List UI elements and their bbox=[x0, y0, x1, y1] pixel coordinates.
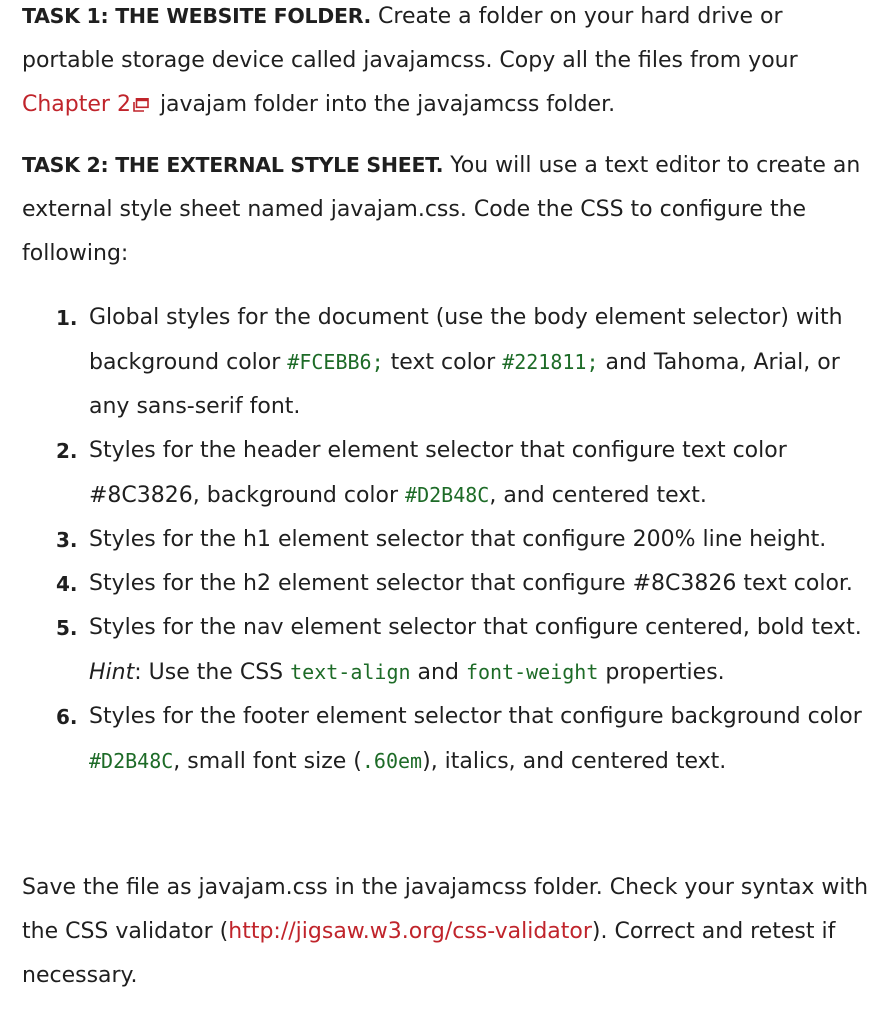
task2-heading: TASK 2: THE EXTERNAL STYLE SHEET. bbox=[22, 153, 444, 177]
step-text: Styles for the header element selector that configure text color #8C3826, background color bbox=[89, 438, 787, 508]
save-text: Save the file as javajam.css in the javajamcss folder. Check your syntax with the CSS validator ( bbox=[22, 875, 869, 944]
code-text: #FCEBB6; bbox=[287, 350, 384, 374]
task2-paragraph bbox=[22, 143, 872, 276]
task1-heading: TASK 1: THE WEBSITE FOLDER. bbox=[22, 4, 372, 28]
code-text: #D2B48C bbox=[89, 749, 174, 773]
save-paragraph bbox=[22, 866, 872, 998]
task1-text: Create a folder on your hard drive or portable storage device called javajamcss. Copy all the files from your bbox=[22, 4, 798, 73]
code-text: #221811; bbox=[502, 350, 599, 374]
code-text: text-align bbox=[290, 660, 411, 684]
hint-label: Hint bbox=[89, 660, 135, 685]
step-text: Global styles for the document (use the body element selector) with background color bbox=[89, 305, 843, 375]
list-number: 2. bbox=[56, 439, 78, 463]
step-text: properties. bbox=[598, 660, 725, 685]
step-text: : Use the CSS bbox=[134, 660, 291, 685]
code-text: font-weight bbox=[465, 660, 599, 684]
step-text: and Tahoma, Arial, or any sans-serif font. bbox=[89, 350, 840, 419]
step-text: Styles for the h2 element selector that configure #8C3826 text color. bbox=[89, 571, 853, 596]
list-item bbox=[22, 562, 872, 606]
list-number: 6. bbox=[56, 705, 78, 729]
step-text: Styles for the nav element selector that configure centered, bold text. bbox=[89, 615, 862, 640]
task1-paragraph bbox=[22, 0, 872, 127]
step-text: , and centered text. bbox=[489, 483, 707, 508]
step-text: , small font size ( bbox=[173, 749, 362, 774]
step-text: ), italics, and centered text. bbox=[422, 749, 727, 774]
external-window-icon[interactable] bbox=[133, 98, 149, 112]
list-item bbox=[22, 518, 872, 562]
steps-list bbox=[22, 296, 872, 784]
list-number: 1. bbox=[56, 306, 78, 330]
list-number: 5. bbox=[56, 616, 78, 640]
list-number: 3. bbox=[56, 528, 78, 552]
list-item bbox=[22, 429, 872, 518]
chapter2-link[interactable]: Chapter 2 bbox=[22, 92, 131, 117]
task1-text-end: javajam folder into the javajamcss folder. bbox=[152, 92, 616, 117]
list-item bbox=[22, 296, 872, 429]
task2-text: You will use a text editor to create an external style sheet named javajam.css. Code the CSS to configure the following: bbox=[22, 153, 861, 266]
list-number: 4. bbox=[56, 572, 78, 596]
list-item bbox=[22, 695, 872, 784]
css-validator-link[interactable]: http://jigsaw.w3.org/css-validator bbox=[228, 919, 592, 944]
step-text: Styles for the h1 element selector that configure 200% line height. bbox=[89, 527, 827, 552]
step-text: text color bbox=[383, 350, 503, 375]
code-text: .60em bbox=[361, 749, 423, 773]
step-text: and bbox=[410, 660, 466, 685]
list-item bbox=[22, 606, 872, 695]
code-text: #D2B48C bbox=[405, 483, 490, 507]
save-text-end: ). Correct and retest if necessary. bbox=[22, 919, 836, 988]
step-text: Styles for the footer element selector that configure background color bbox=[89, 704, 862, 729]
